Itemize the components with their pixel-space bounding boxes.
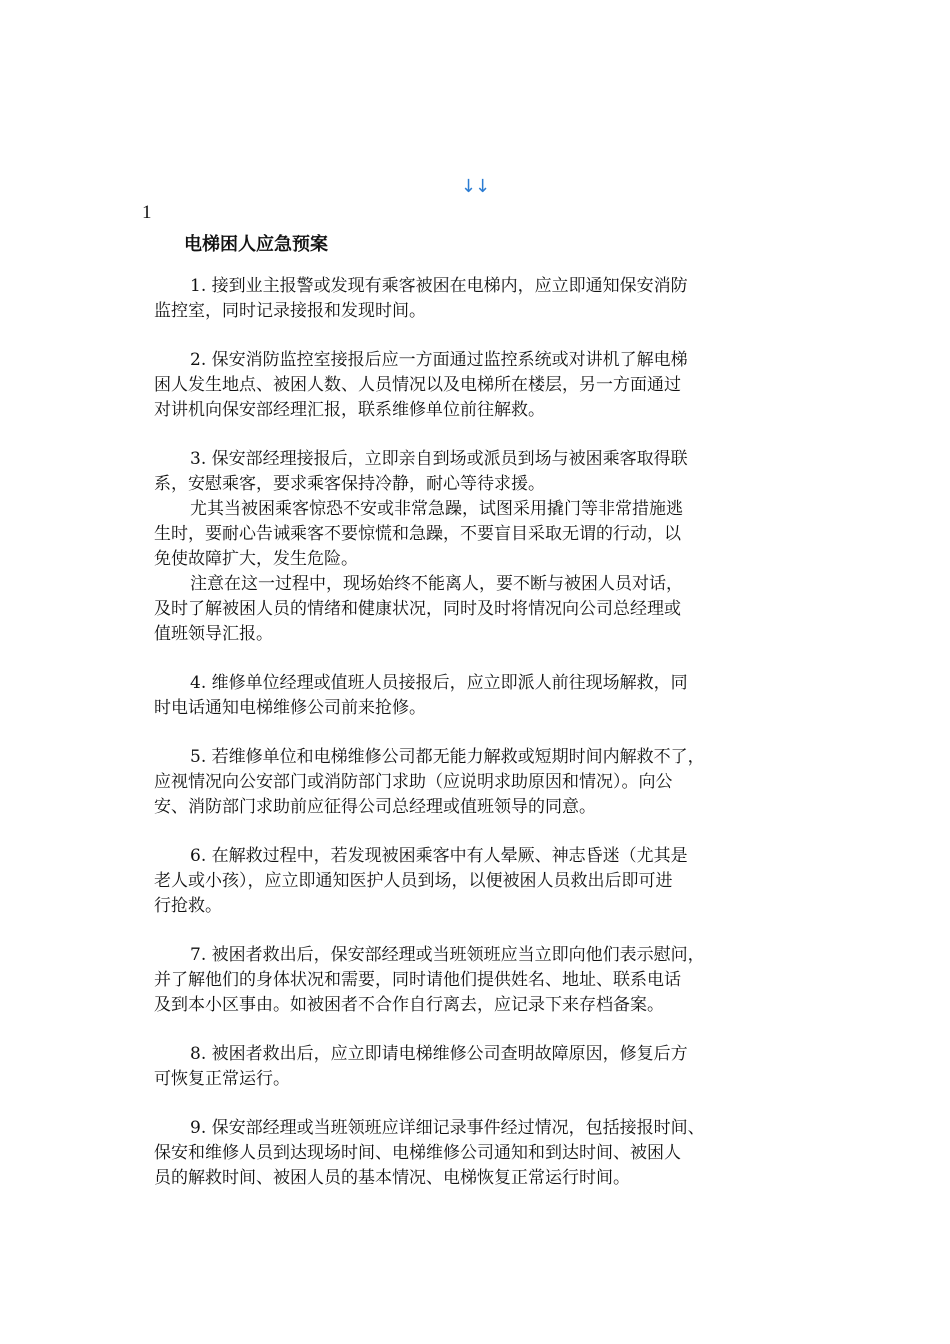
paragraph-line: 监控室，同时记录接报和发现时间。 <box>154 301 426 321</box>
document-title: 电梯困人应急预案 <box>184 234 328 255</box>
document-body <box>154 274 804 1191</box>
paragraph-line: 时电话通知电梯维修公司前来抢修。 <box>154 698 426 718</box>
paragraph-line: 9. 保安部经理或当班领班应详细记录事件经过情况，包括接报时间、 <box>190 1118 705 1138</box>
page-number: 1 <box>142 202 152 223</box>
paragraph-step-8 <box>154 1042 804 1092</box>
paragraph-line: 及到本小区事由。如被困者不合作自行离去，应记录下来存档备案。 <box>154 995 664 1015</box>
paragraph-line: 安、消防部门求助前应征得公司总经理或值班领导的同意。 <box>154 797 596 817</box>
paragraph-line: 员的解救时间、被困人员的基本情况、电梯恢复正常运行时间。 <box>154 1168 630 1188</box>
paragraph-line: 尤其当被困乘客惊恐不安或非常急躁，试图采用撬门等非常措施逃 <box>190 499 683 519</box>
paragraph-step-9 <box>154 1116 804 1191</box>
paragraph-line: 5. 若维修单位和电梯维修公司都无能力解救或短期时间内解救不了， <box>190 747 705 767</box>
paragraph-line: 3. 保安部经理接报后，立即亲自到场或派员到场与被困乘客取得联 <box>190 449 688 469</box>
paragraph-line: 并了解他们的身体状况和需要，同时请他们提供姓名、地址、联系电话 <box>154 970 681 990</box>
paragraph-step-1 <box>154 274 804 324</box>
paragraph-line: 4. 维修单位经理或值班人员接报后，应立即派人前往现场解救，同 <box>190 673 688 693</box>
paragraph-line: 注意在这一过程中，现场始终不能离人，要不断与被困人员对话， <box>190 574 683 594</box>
paragraph-step-6 <box>154 844 804 919</box>
header-arrows: ↓↓ <box>460 176 490 197</box>
paragraph-line: 6. 在解救过程中，若发现被困乘客中有人晕厥、神志昏迷（尤其是 <box>190 846 688 866</box>
paragraph-line: 值班领导汇报。 <box>154 624 273 644</box>
paragraph-line: 系，安慰乘客，要求乘客保持冷静，耐心等待求援。 <box>154 474 545 494</box>
paragraph-step-3 <box>154 447 804 497</box>
paragraph-line: 可恢复正常运行。 <box>154 1069 290 1089</box>
paragraph-step-2 <box>154 348 804 423</box>
paragraph-line: 老人或小孩），应立即通知医护人员到场，以便被困人员救出后即可进 <box>154 871 673 891</box>
paragraph-line: 行抢救。 <box>154 896 222 916</box>
paragraph-line: 8. 被困者救出后，应立即请电梯维修公司查明故障原因，修复后方 <box>190 1044 688 1064</box>
paragraph-line: 7. 被困者救出后，保安部经理或当班领班应当立即向他们表示慰问， <box>190 945 705 965</box>
paragraph-step-3-note-a <box>154 497 804 572</box>
paragraph-line: 困人发生地点、被困人数、人员情况以及电梯所在楼层，另一方面通过 <box>154 375 681 395</box>
paragraph-line: 保安和维修人员到达现场时间、电梯维修公司通知和到达时间、被困人 <box>154 1143 681 1163</box>
paragraph-step-7 <box>154 943 804 1018</box>
paragraph-line: 应视情况向公安部门或消防部门求助（应说明求助原因和情况）。向公 <box>154 772 673 792</box>
paragraph-step-4 <box>154 671 804 721</box>
paragraph-line: 及时了解被困人员的情绪和健康状况，同时及时将情况向公司总经理或 <box>154 599 681 619</box>
paragraph-step-3-note-b <box>154 572 804 647</box>
paragraph-line: 生时，要耐心告诫乘客不要惊慌和急躁，不要盲目采取无谓的行动，以 <box>154 524 681 544</box>
paragraph-line: 免使故障扩大，发生危险。 <box>154 549 358 569</box>
paragraph-line: 2. 保安消防监控室接报后应一方面通过监控系统或对讲机了解电梯 <box>190 350 688 370</box>
paragraph-line: 1. 接到业主报警或发现有乘客被困在电梯内，应立即通知保安消防 <box>190 276 688 296</box>
paragraph-step-5 <box>154 745 804 820</box>
paragraph-line: 对讲机向保安部经理汇报，联系维修单位前往解救。 <box>154 400 545 420</box>
